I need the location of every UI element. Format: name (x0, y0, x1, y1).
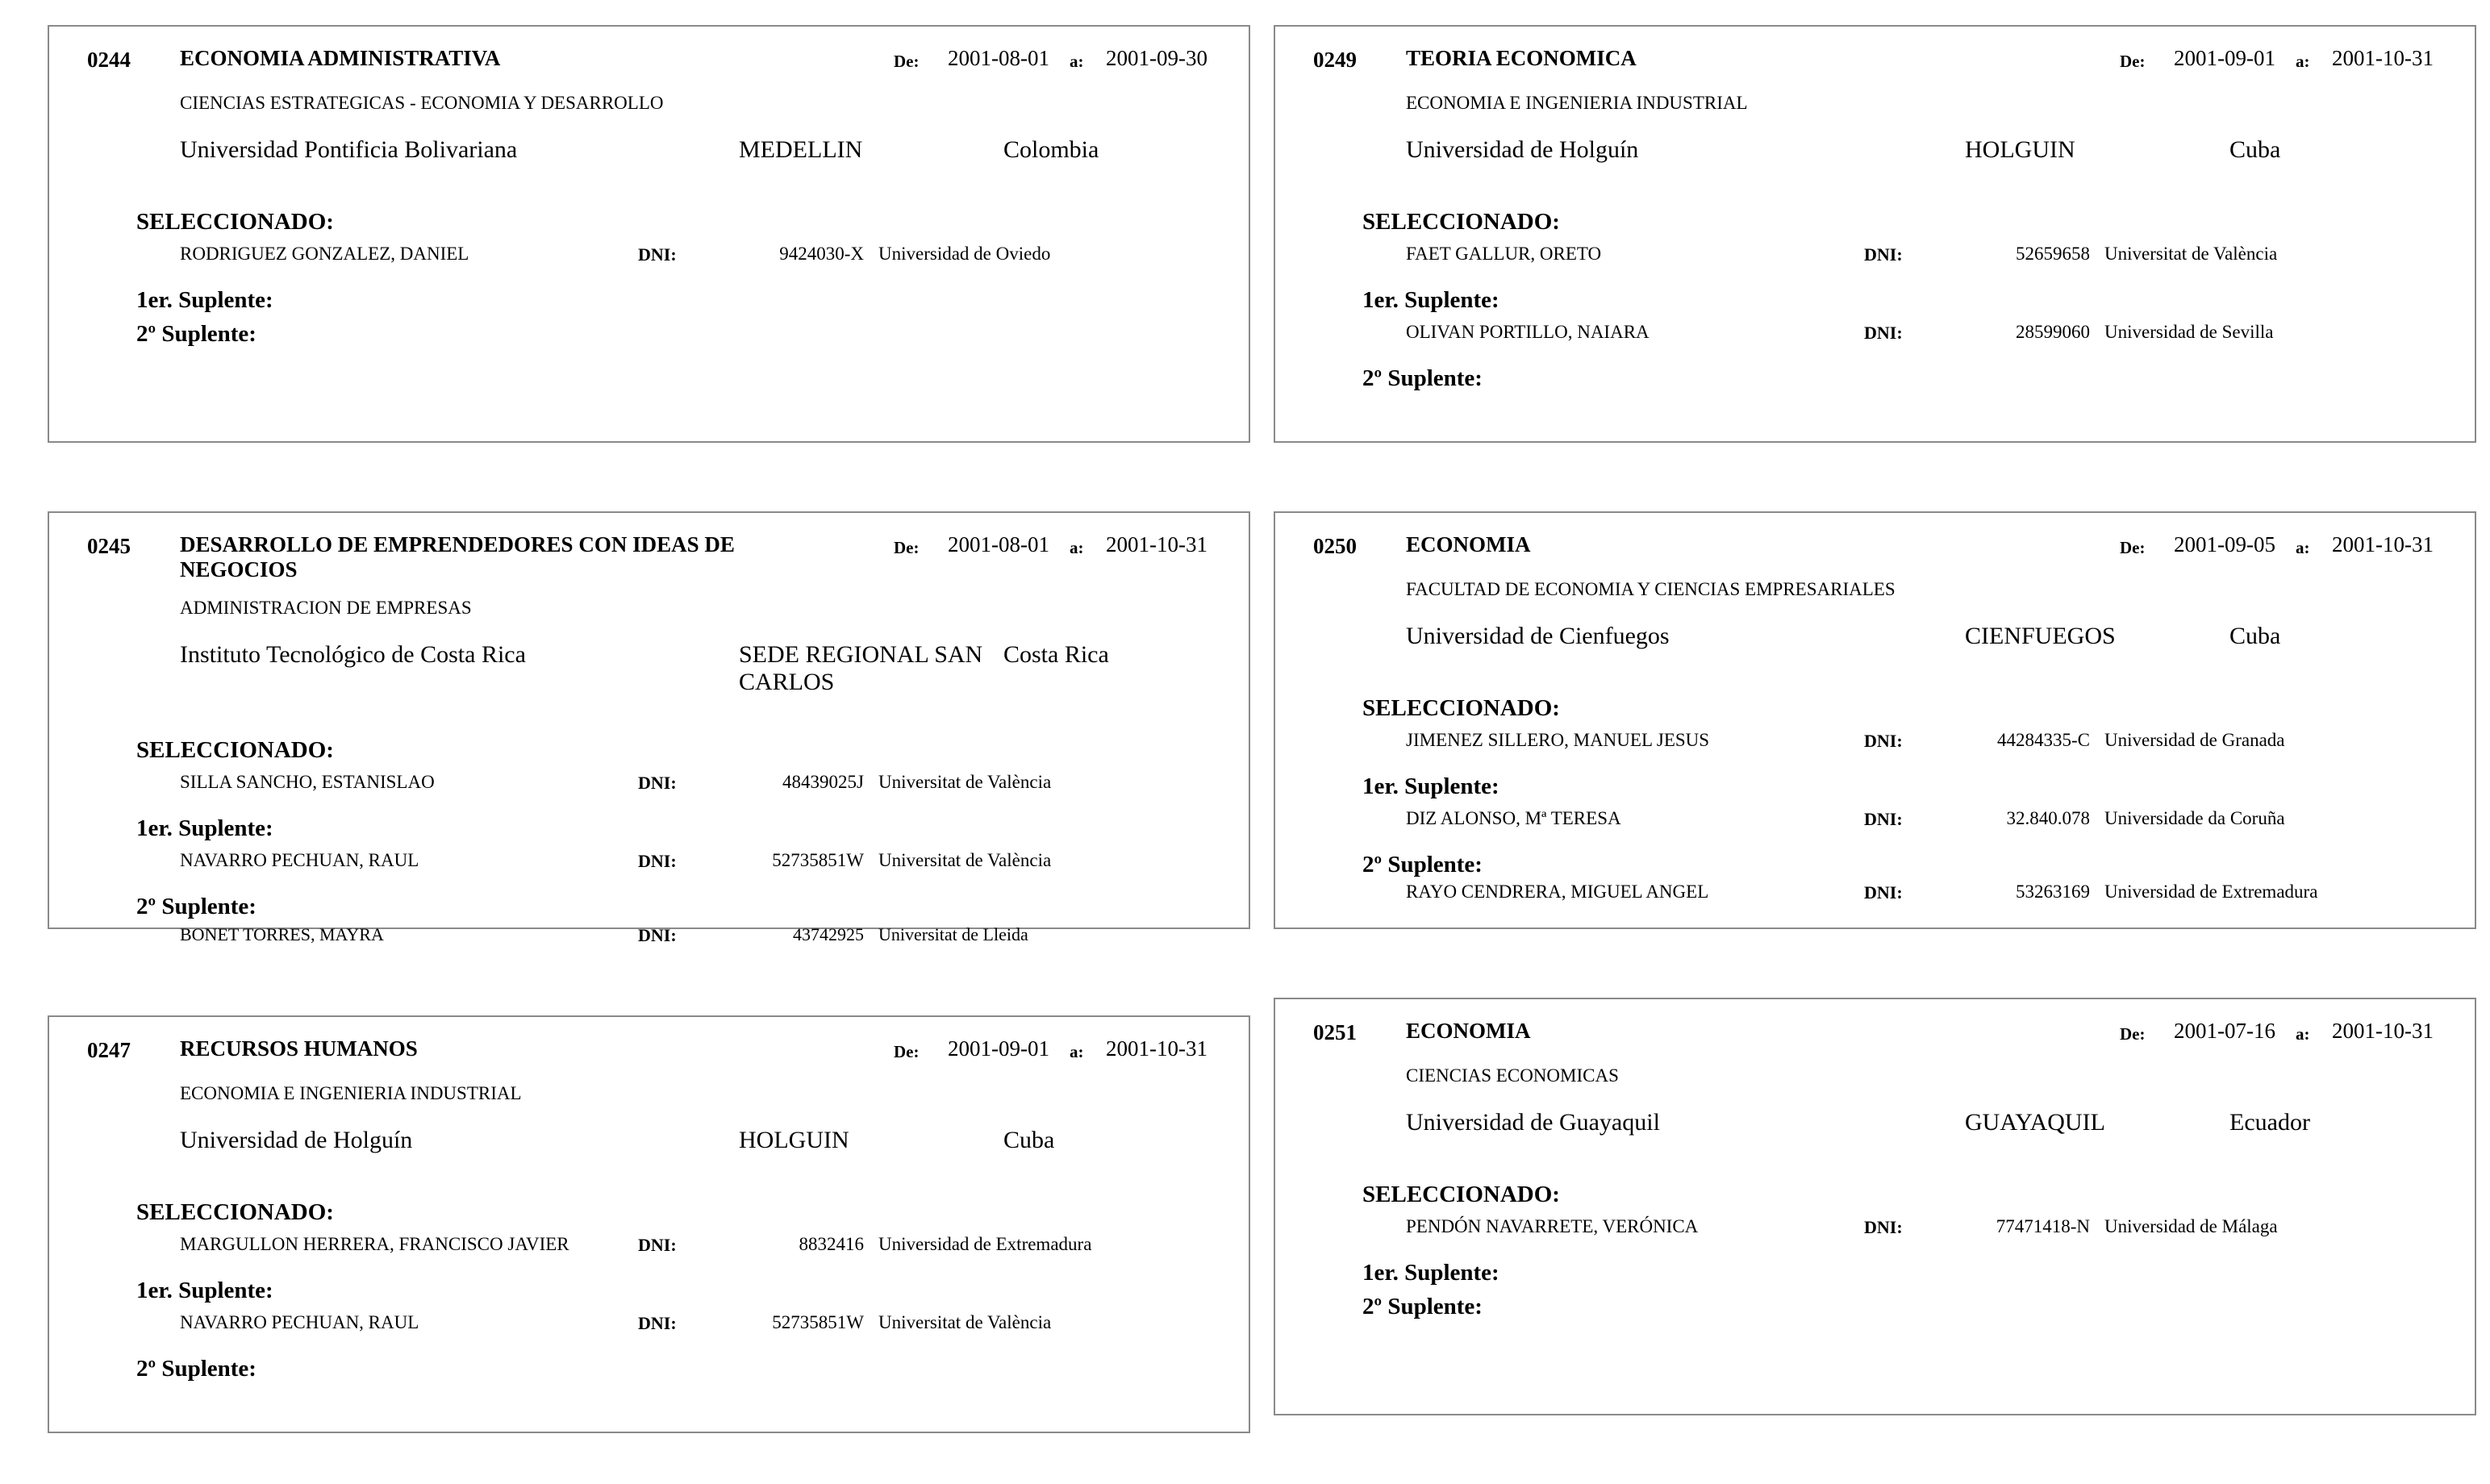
to-label: a: (1070, 538, 1084, 557)
selected-dni: 8832416 (799, 1234, 864, 1254)
to-label: a: (1070, 52, 1084, 71)
dni-label: DNI: (1864, 323, 1903, 343)
dni-label: DNI: (638, 851, 677, 871)
alt1-heading: 1er. Suplente: (136, 1278, 273, 1303)
host-city: MEDELLIN (739, 136, 863, 163)
alt1-university: Universitat de València (878, 850, 1052, 870)
selected-university: Universitat de València (2104, 244, 2278, 264)
host-city: HOLGUIN (1965, 136, 2075, 163)
alt2-university: Universitat de Lleida (878, 924, 1028, 944)
card-code: 0245 (87, 534, 131, 558)
date-to: 2001-10-31 (2332, 1019, 2434, 1043)
card-code: 0249 (1313, 48, 1357, 72)
alt1-university: Universitat de València (878, 1312, 1052, 1332)
from-label: De: (2120, 1024, 2146, 1044)
dni-label: DNI: (1864, 1217, 1903, 1237)
selected-university: Universidad de Granada (2104, 730, 2285, 750)
dni-label: DNI: (638, 925, 677, 945)
selected-name: RODRIGUEZ GONZALEZ, DANIEL (180, 244, 469, 264)
dni-label: DNI: (638, 1313, 677, 1333)
dni-label: DNI: (638, 773, 677, 793)
selected-dni: 9424030-X (779, 244, 864, 264)
alt1-dni: 32.840.078 (2006, 808, 2090, 828)
selected-heading: SELECCIONADO: (136, 209, 334, 235)
to-label: a: (2296, 52, 2310, 71)
card-title: DESARROLLO DE EMPRENDEDORES CON IDEAS DE NEGOCIOS (180, 532, 735, 582)
host-country: Costa Rica (1003, 641, 1109, 668)
faculty: FACULTAD DE ECONOMIA Y CIENCIAS EMPRESARIALES (1406, 579, 1896, 599)
host-country: Colombia (1003, 136, 1099, 163)
card-code: 0247 (87, 1038, 131, 1062)
dni-label: DNI: (1864, 809, 1903, 829)
alt2-name: BONET TORRES, MAYRA (180, 924, 384, 944)
card-0249 (1274, 25, 2476, 443)
date-from: 2001-07-16 (2174, 1019, 2275, 1043)
alt1-heading: 1er. Suplente: (1362, 773, 1499, 799)
host-country: Cuba (1003, 1127, 1055, 1153)
selected-university: Universidad de Extremadura (878, 1234, 1092, 1254)
card-0245 (48, 511, 1250, 945)
dni-label: DNI: (638, 1235, 677, 1255)
host-country: Ecuador (2229, 1109, 2310, 1136)
card-code: 0250 (1313, 534, 1357, 558)
selected-name: PENDÓN NAVARRETE, VERÓNICA (1406, 1216, 1699, 1236)
selected-heading: SELECCIONADO: (1362, 209, 1560, 235)
selected-name: FAET GALLUR, ORETO (1406, 244, 1602, 264)
date-to: 2001-10-31 (2332, 532, 2434, 556)
alt2-heading: 2º Suplente: (1362, 365, 1483, 391)
card-title: RECURSOS HUMANOS (180, 1036, 418, 1061)
selected-name: SILLA SANCHO, ESTANISLAO (180, 772, 435, 792)
alt2-heading: 2º Suplente: (136, 1356, 257, 1382)
selected-heading: SELECCIONADO: (136, 737, 334, 763)
alt2-heading: 2º Suplente: (1362, 1294, 1483, 1319)
alt1-name: OLIVAN PORTILLO, NAIARA (1406, 322, 1650, 342)
from-label: De: (2120, 52, 2146, 71)
date-from: 2001-08-01 (948, 46, 1049, 70)
alt1-name: NAVARRO PECHUAN, RAUL (180, 1312, 419, 1332)
card-title: ECONOMIA (1406, 532, 1531, 556)
selected-university: Universidad de Oviedo (878, 244, 1051, 264)
to-label: a: (1070, 1042, 1084, 1061)
date-from: 2001-09-01 (2174, 46, 2275, 70)
alt1-dni: 28599060 (2016, 322, 2090, 342)
dni-label: DNI: (638, 244, 677, 265)
dni-label: DNI: (1864, 731, 1903, 751)
card-0250 (1274, 511, 2476, 929)
alt1-heading: 1er. Suplente: (1362, 287, 1499, 313)
card-0247 (48, 1015, 1250, 1433)
selected-name: MARGULLON HERRERA, FRANCISCO JAVIER (180, 1234, 569, 1254)
alt2-heading: 2º Suplente: (1362, 852, 1483, 877)
host-university: Instituto Tecnológico de Costa Rica (180, 641, 526, 668)
card-code: 0251 (1313, 1020, 1357, 1044)
card-0251 (1274, 998, 2476, 1415)
date-from: 2001-09-05 (2174, 532, 2275, 556)
date-to: 2001-09-30 (1106, 46, 1207, 70)
host-university: Universidad de Holguín (180, 1127, 413, 1153)
host-country: Cuba (2229, 623, 2281, 649)
host-country: Cuba (2229, 136, 2281, 163)
selected-dni: 44284335-C (1997, 730, 2090, 750)
selected-heading: SELECCIONADO: (136, 1199, 334, 1225)
card-title: TEORIA ECONOMICA (1406, 46, 1637, 70)
selected-dni: 48439025J (782, 772, 864, 792)
date-from: 2001-08-01 (948, 532, 1049, 556)
dni-label: DNI: (1864, 244, 1903, 265)
selected-university: Universitat de València (878, 772, 1052, 792)
dni-label: DNI: (1864, 882, 1903, 902)
date-to: 2001-10-31 (2332, 46, 2434, 70)
alt2-university: Universidad de Extremadura (2104, 882, 2318, 902)
card-title: ECONOMIA (1406, 1019, 1531, 1043)
faculty: CIENCIAS ESTRATEGICAS - ECONOMIA Y DESARROLLO (180, 93, 664, 113)
selected-university: Universidad de Málaga (2104, 1216, 2278, 1236)
card-0244 (48, 25, 1250, 443)
alt2-dni: 43742925 (793, 924, 864, 944)
from-label: De: (2120, 538, 2146, 557)
from-label: De: (894, 1042, 920, 1061)
card-title: ECONOMIA ADMINISTRATIVA (180, 46, 501, 70)
from-label: De: (894, 52, 920, 71)
faculty: ECONOMIA E INGENIERIA INDUSTRIAL (1406, 93, 1748, 113)
host-city: HOLGUIN (739, 1127, 849, 1153)
host-university: Universidad de Cienfuegos (1406, 623, 1670, 649)
alt2-name: RAYO CENDRERA, MIGUEL ANGEL (1406, 882, 1709, 902)
alt1-heading: 1er. Suplente: (136, 287, 273, 313)
date-from: 2001-09-01 (948, 1036, 1049, 1061)
alt1-heading: 1er. Suplente: (1362, 1260, 1499, 1286)
faculty: ADMINISTRACION DE EMPRESAS (180, 598, 472, 618)
host-university: Universidad de Holguín (1406, 136, 1639, 163)
selected-heading: SELECCIONADO: (1362, 1182, 1560, 1207)
to-label: a: (2296, 538, 2310, 557)
host-university: Universidad Pontificia Bolivariana (180, 136, 518, 163)
alt1-university: Universidade da Coruña (2104, 808, 2285, 828)
card-code: 0244 (87, 48, 131, 72)
selected-dni: 52659658 (2016, 244, 2090, 264)
alt1-dni: 52735851W (772, 1312, 864, 1332)
alt1-university: Universidad de Sevilla (2104, 322, 2274, 342)
date-to: 2001-10-31 (1106, 1036, 1207, 1061)
from-label: De: (894, 538, 920, 557)
date-to: 2001-10-31 (1106, 532, 1207, 556)
selected-name: JIMENEZ SILLERO, MANUEL JESUS (1406, 730, 1710, 750)
to-label: a: (2296, 1024, 2310, 1044)
host-city: SEDE REGIONAL SAN CARLOS (739, 641, 983, 695)
selected-dni: 77471418-N (1996, 1216, 2090, 1236)
faculty: ECONOMIA E INGENIERIA INDUSTRIAL (180, 1083, 522, 1103)
host-university: Universidad de Guayaquil (1406, 1109, 1660, 1136)
host-city: CIENFUEGOS (1965, 623, 2116, 649)
alt2-dni: 53263169 (2016, 882, 2090, 902)
alt1-name: DIZ ALONSO, Mª TERESA (1406, 808, 1621, 828)
alt1-dni: 52735851W (772, 850, 864, 870)
selected-heading: SELECCIONADO: (1362, 695, 1560, 721)
alt1-heading: 1er. Suplente: (136, 815, 273, 841)
alt1-name: NAVARRO PECHUAN, RAUL (180, 850, 419, 870)
faculty: CIENCIAS ECONOMICAS (1406, 1065, 1619, 1086)
host-city: GUAYAQUIL (1965, 1109, 2105, 1136)
alt2-heading: 2º Suplente: (136, 894, 257, 919)
alt2-heading: 2º Suplente: (136, 321, 257, 347)
